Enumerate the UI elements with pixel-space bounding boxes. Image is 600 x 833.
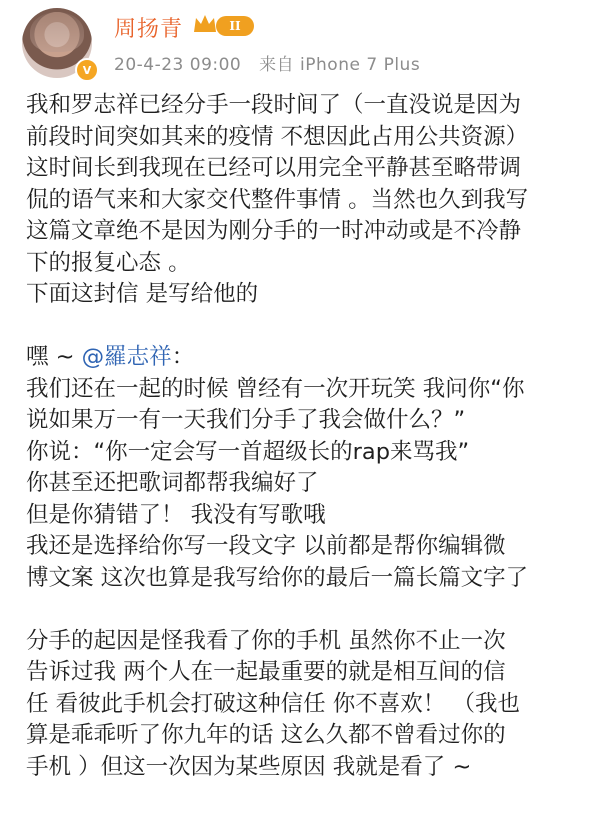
paragraph-spacer xyxy=(26,594,592,626)
body-line: 我们还在一起的时候 曾经有一次开玩笑 我问你“你 xyxy=(26,375,525,402)
post-source: 来自 iPhone 7 Plus xyxy=(259,55,421,75)
body-line: 分手的起因是怪我看了你的手机 虽然你不止一次 xyxy=(26,627,506,654)
post-meta xyxy=(114,50,420,75)
member-level-badge[interactable]: II xyxy=(216,16,254,36)
body-line: 博文案 这次也算是我写给你的最后一篇长篇文字了 xyxy=(26,564,529,591)
body-line: 任 看彼此手机会打破这种信任 你不喜欢！ （我也 xyxy=(26,690,520,717)
body-line: 下的报复心态 。 xyxy=(26,249,191,276)
body-line: 手机 ）但这一次因为某些原因 我就是看了 ~ xyxy=(26,753,472,780)
post-body xyxy=(26,90,592,815)
post-timestamp: 20-4-23 09:00 xyxy=(114,55,242,75)
greeting-line xyxy=(26,342,592,374)
avatar-hair-shape xyxy=(30,12,84,52)
body-line: 你说：“你一定会写一首超级长的rap来骂我” xyxy=(26,438,470,465)
body-line: 这时间长到我现在已经可以用完全平静甚至略带调 xyxy=(26,155,522,181)
greeting-suffix: ： xyxy=(171,344,195,370)
body-line: 但是你猜错了！ 我没有写歌哦 xyxy=(26,501,326,528)
body-line: 这篇文章绝不是因为刚分手的一时冲动或是不冷静 xyxy=(26,218,522,244)
body-line: 我还是选择给你写一段文字 以前都是帮你编辑微 xyxy=(26,533,506,559)
body-line: 下面这封信 是写给他的 xyxy=(26,281,259,307)
body-line: 告诉过我 两个人在一起最重要的就是相互间的信 xyxy=(26,659,506,685)
body-line: 你甚至还把歌词都帮我编好了 xyxy=(26,470,319,496)
body-line: 前段时间突如其来的疫情 不想因此占用公共资源） xyxy=(26,123,529,150)
body-line: 说如果万一有一天我们分手了我会做什么？” xyxy=(26,407,466,433)
paragraph-letter xyxy=(26,342,592,594)
paragraph-intro xyxy=(26,90,592,311)
mention-link[interactable]: @羅志祥 xyxy=(81,344,172,370)
body-line: 算是乖乖听了你九年的话 这么久都不曾看过你的 xyxy=(26,722,506,748)
body-line: 侃的语气来和大家交代整件事情 。当然也久到我写 xyxy=(26,186,529,213)
greeting-prefix: 嘿 ~ xyxy=(26,344,82,370)
crown-icon xyxy=(192,12,218,36)
post-header xyxy=(0,0,600,84)
verified-badge-icon: V xyxy=(75,58,99,82)
body-line: 我和罗志祥已经分手一段时间了（一直没说是因为 xyxy=(26,92,522,118)
paragraph-breakup xyxy=(26,626,592,784)
user-name[interactable]: 周扬青 xyxy=(114,17,184,42)
